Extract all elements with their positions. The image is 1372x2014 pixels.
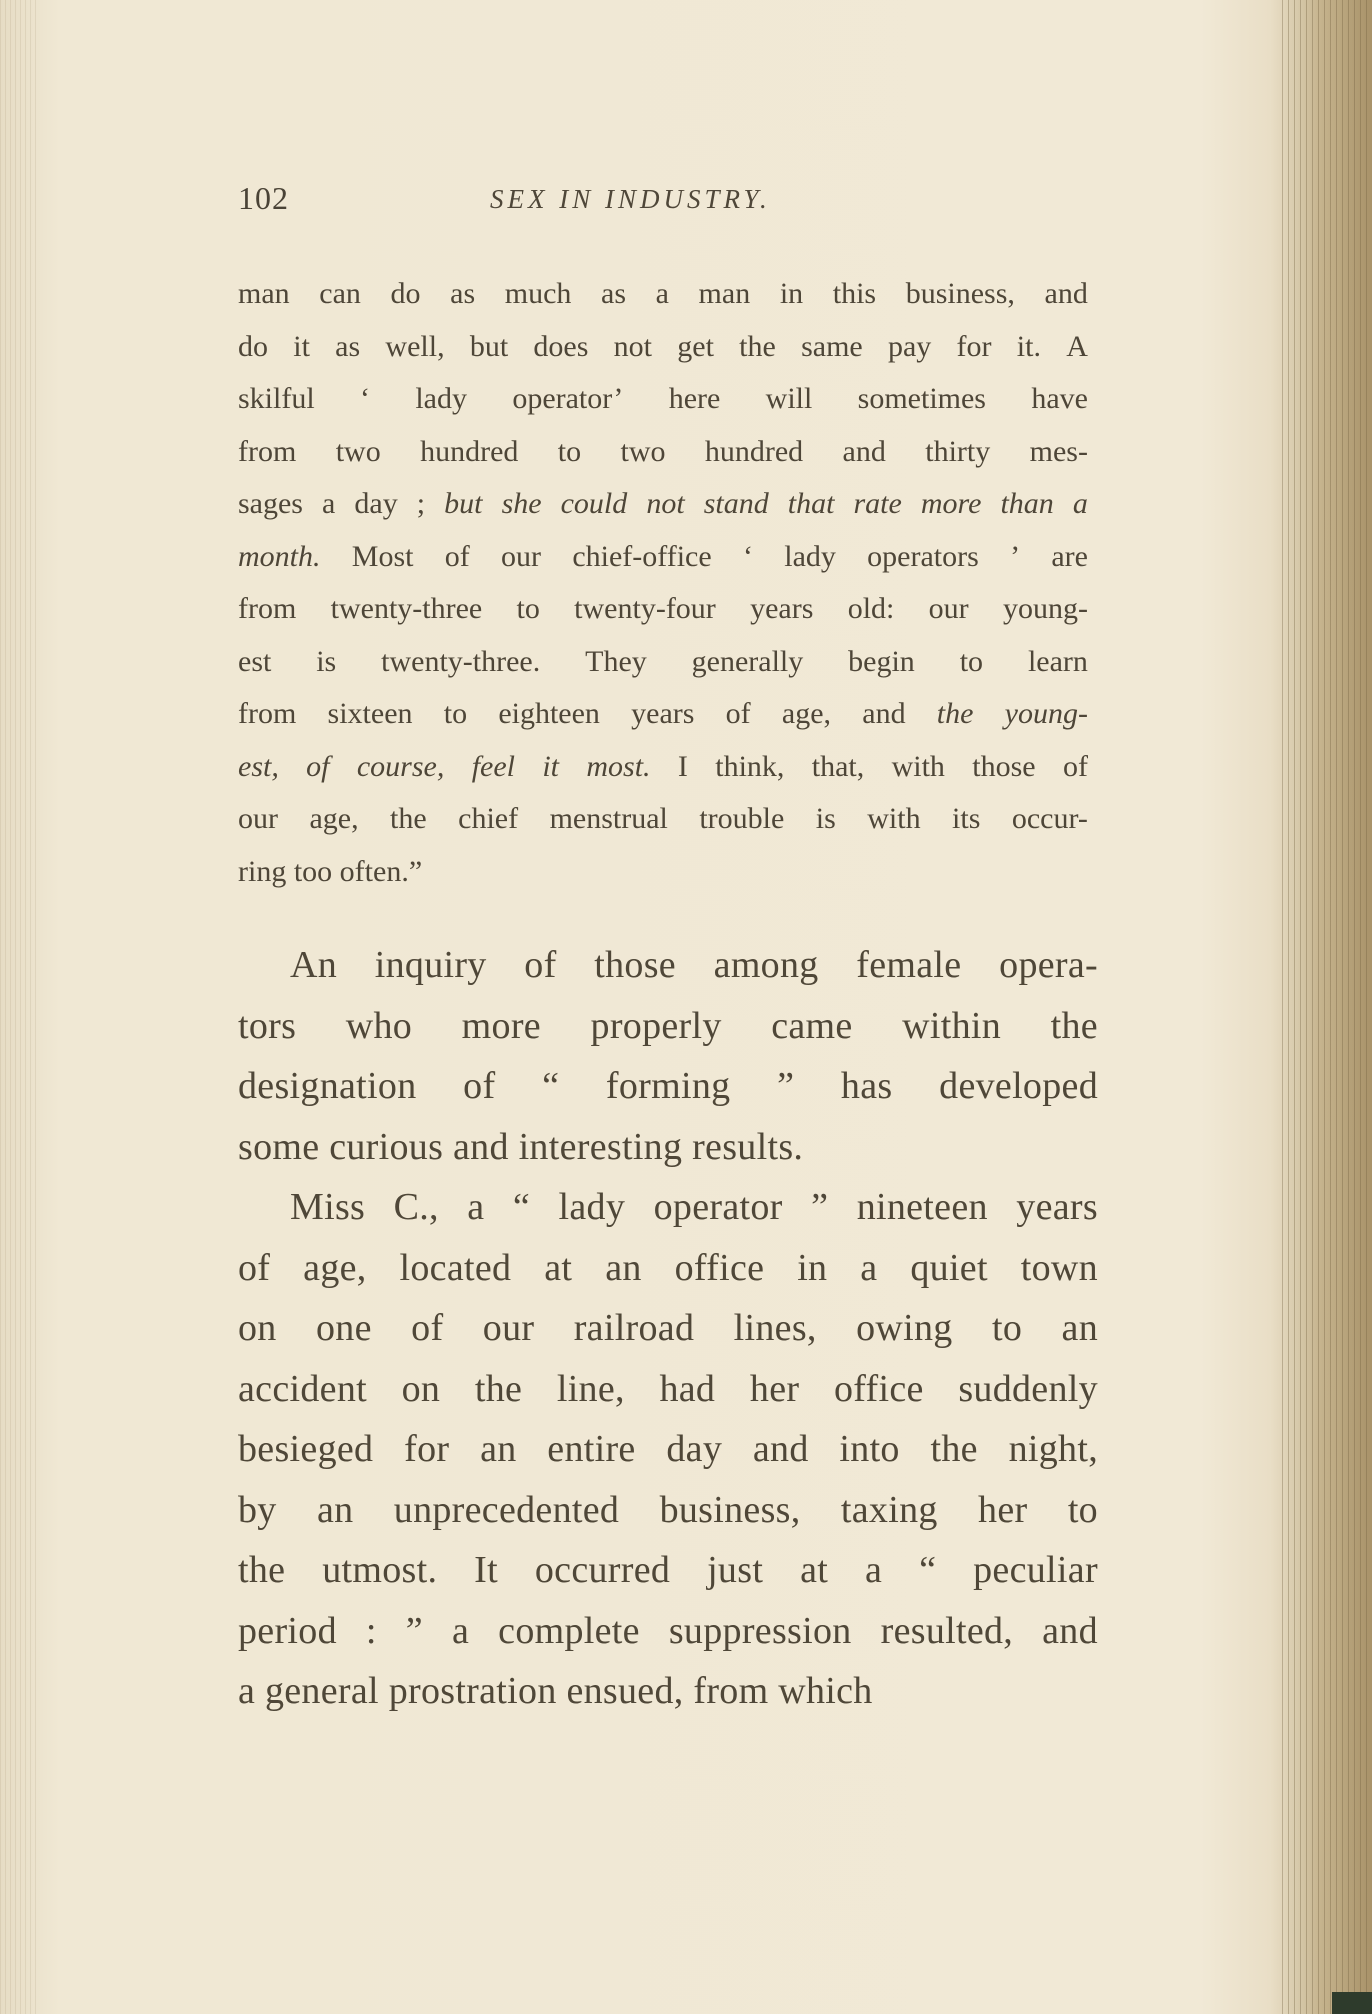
running-title: SEX IN INDUSTRY. <box>490 184 771 214</box>
text-line: on one of our railroad lines, owing to an <box>238 1307 1098 1349</box>
text-line: month. Most of our chief-office ‘ lady operators ’ are <box>238 539 1088 573</box>
text-line: besieged for an entire day and into the night, <box>238 1428 1098 1470</box>
text-line: period : ” a complete suppression resulted, and <box>238 1609 1098 1652</box>
text-line: by an unprecedented business, taxing her to <box>238 1488 1098 1531</box>
text-line: man can do as much as a man in this business, and <box>238 277 1088 310</box>
text-line: from two hundred to two hundred and thirty mes- <box>238 434 1088 468</box>
page-number: 102 <box>238 180 289 216</box>
text-line: sages a day ; but she could not stand that rate more than a <box>238 487 1088 520</box>
text-line: the utmost. It occurred just at a “ peculiar <box>238 1549 1098 1591</box>
text-line: est is twenty-three. They generally begin to learn <box>238 644 1088 678</box>
paragraph-1 <box>238 935 1098 1177</box>
text-line: est, of course, feel it most. I think, that, with those of <box>238 749 1088 783</box>
text-line: ring too often.” <box>238 854 423 888</box>
binding-corner <box>1332 1992 1372 2014</box>
paragraph-2 <box>238 1177 1098 1722</box>
text-line: from sixteen to eighteen years of age, and the young- <box>238 697 1088 730</box>
body-text <box>238 935 1098 1722</box>
text-line: from twenty-three to twenty-four years old: our young- <box>238 592 1088 625</box>
quotation-block <box>238 268 1088 898</box>
page-header <box>238 180 1098 230</box>
text-line: Miss C., a “ lady operator ” nineteen years <box>290 1186 1098 1228</box>
text-line: do it as well, but does not get the same pay for it. A <box>238 329 1088 363</box>
text-line: accident on the line, had her office suddenly <box>238 1367 1098 1410</box>
text-line: some curious and interesting results. <box>238 1125 804 1168</box>
page-right-edge <box>1282 0 1372 2014</box>
text-line: tors who more properly came within the <box>238 1004 1098 1047</box>
text-line: skilful ‘ lady operator’ here will sometimes have <box>238 382 1088 415</box>
text-line: designation of “ forming ” has developed <box>238 1065 1098 1107</box>
text-line: a general prostration ensued, from which <box>238 1670 873 1712</box>
page-left-edge <box>0 0 40 2014</box>
text-line: An inquiry of those among female opera- <box>290 944 1098 986</box>
text-line: our age, the chief menstrual trouble is with its occur- <box>238 802 1088 835</box>
text-line: of age, located at an office in a quiet town <box>238 1246 1098 1289</box>
